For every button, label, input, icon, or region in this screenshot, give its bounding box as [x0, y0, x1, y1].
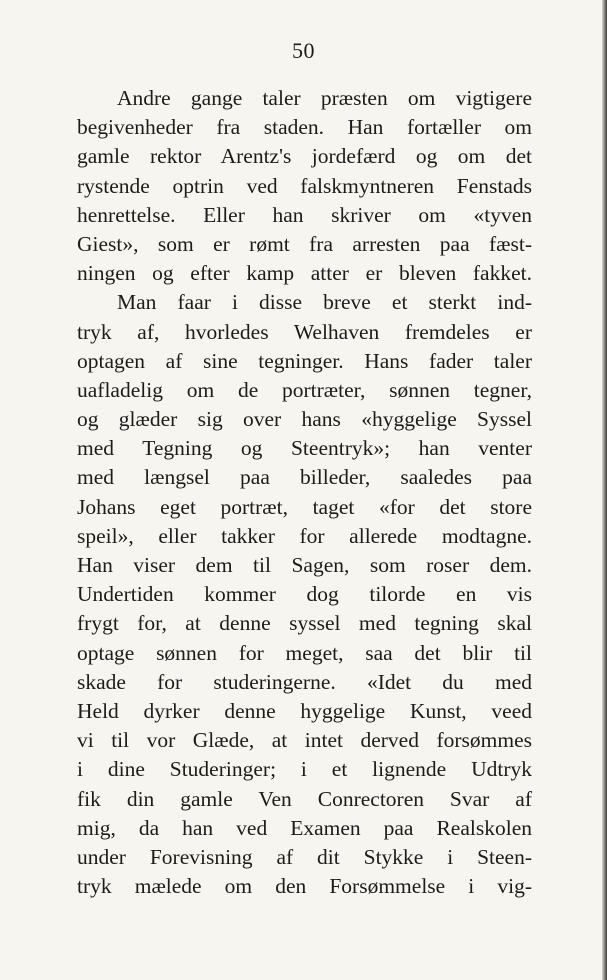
text-line: mig, da han ved Examen paa Realskolen — [77, 815, 532, 840]
text-line: Giest», som er rømt fra arresten paa fæst- — [77, 231, 532, 256]
text-line: uafladelig om de portræter, sønnen tegner, — [77, 377, 532, 402]
text-line: gamle rektor Arentz's jordefærd og om det — [77, 144, 532, 169]
page-edge-shadow — [602, 0, 607, 980]
text-line: Held dyrker denne hyggelige Kunst, veed — [77, 698, 532, 723]
text-line: Johans eget portræt, taget «for det store — [77, 494, 532, 519]
text-line: tryk af, hvorledes Welhaven fremdeles er — [77, 319, 532, 344]
text-line: ningen og efter kamp atter er bleven fakket. — [77, 261, 532, 286]
text-line: henrettelse. Eller han skriver om «tyven — [77, 202, 532, 227]
text-line: under Forevisning af dit Stykke i Steen- — [77, 844, 532, 869]
text-line: speil», eller takker for allerede modtagne. — [77, 523, 532, 548]
text-line: rystende optrin ved falskmyntneren Fenstads — [77, 173, 532, 198]
text-line: optage sønnen for meget, saa det blir til — [77, 640, 532, 665]
text-line: Man faar i disse breve et sterkt ind- — [117, 290, 532, 315]
body-text — [77, 84, 532, 901]
text-line: Undertiden kommer dog tilorde en vis — [77, 582, 532, 607]
text-line: optagen af sine tegninger. Hans fader taler — [77, 348, 532, 373]
text-line: skade for studeringerne. «Idet du med — [77, 669, 532, 694]
text-line: med Tegning og Steentryk»; han venter — [77, 436, 532, 461]
page-number: 50 — [292, 38, 315, 63]
text-line: med længsel paa billeder, saaledes paa — [77, 465, 532, 490]
text-line: begivenheder fra staden. Han fortæller om — [77, 115, 532, 140]
text-line: frygt for, at denne syssel med tegning skal — [77, 611, 532, 636]
text-line: vi til vor Glæde, at intet derved forsømmes — [77, 728, 532, 753]
text-line: i dine Studeringer; i et lignende Udtryk — [77, 757, 532, 782]
text-line: fik din gamle Ven Conrectoren Svar af — [77, 786, 532, 811]
text-line: tryk mælede om den Forsømmelse i vig- — [77, 874, 532, 899]
text-line: Han viser dem til Sagen, som roser dem. — [77, 553, 532, 577]
text-line: og glæder sig over hans «hyggelige Syssel — [77, 407, 532, 432]
text-line: Andre gange taler præsten om vigtigere — [117, 86, 532, 110]
